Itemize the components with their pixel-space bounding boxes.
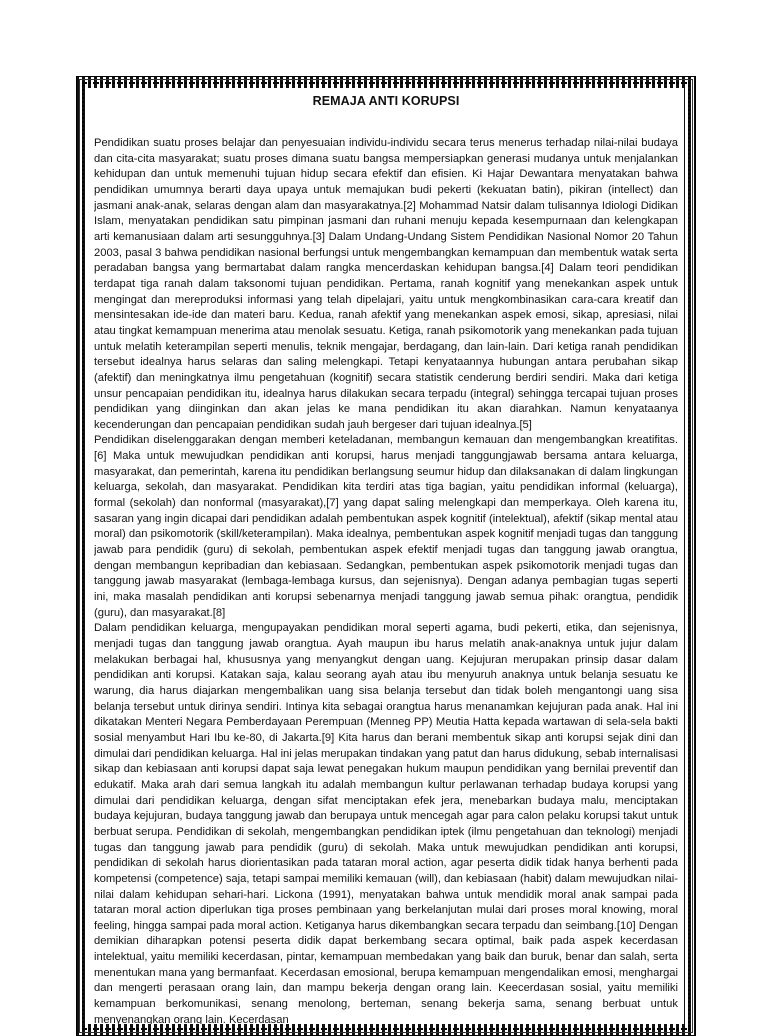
document-title: REMAJA ANTI KORUPSI [312,94,460,108]
paragraph: Dalam pendidikan keluarga, mengupayakan pendidikan moral seperti agama, budi pekerti, etika, dan sejenisnya, menjadi tugas dan tanggung jawab orangtua. Ayah maupun ibu harus melatih anak-anaknya untuk jujur dalam melakukan berbagai hal, khususnya yang menyangkut dengan uang. Kejujuran merupakan prinsip dasar dalam pendidikan anti korupsi. Katakan saja, kalau seorang ayah atau ibu menyuruh anaknya untuk belanja sesuatu ke warung, dia harus diajarkan mengembalikan uang sisa belanja tersebut dan tidak boleh mengantongi uang sisa belanja tersebut untuk dirinya sendiri. Intinya kita sebagai orangtua harus menanamkan kejujuran pada anak. Hal ini dikatakan Menteri Negara Pemberdayaan Perempuan (Menneg PP) Meutia Hatta kepada wartawan di sela-sela bakti sosial menyambut Hari Ibu ke-80, di Jakarta.[9] Kita harus dan berani membentuk sikap anti korupsi sejak dini dan dimulai dari pendidikan keluarga. Hal ini jelas merupakan tindakan yang patut dan harus didukung, sebab internalisasi sikap dan kebiasaan anti korupsi dapat saja lewat penegakan hukum maupun pendidikan yang bernilai preventif dan edukatif. Maka arah dari semua langkah itu adalah membangun kultur perlawanan terhadap budaya korupsi yang dimulai dari pendidikan keluarga, dengan sifat menciptakan efek jera, menebarkan budaya malu, menciptakan budaya kejujuran, budaya tanggung jawab dan berupaya untuk mencegah agar para calon pelaku korupsi takut untuk berbuat serupa. Pendidikan di sekolah, mengembangkan pendidikan iptek (ilmu pengetahuan dan teknologi) menjadi tugas dan tanggung jawab para pendidik (guru) di sekolah. Maka untuk mewujudkan pendidikan anti korupsi, pendidikan di sekolah harus diorientasikan pada tataran moral action, agar peserta didik tidak hanya berhenti pada kompetensi (competence) saja, tetapi sampai memiliki kemauan (will), dan kebiasaan (habit) dalam mewujudkan nilai-nilai dalam kehidupan sehari-hari. Lickona (1991), menyatakan bahwa untuk mendidik moral anak sampai pada tataran moral action diperlukan tiga proses pembinaan yang berkelanjutan mulai dari proses moral knowing, moral feeling, hingga sampai pada moral action. Ketiganya harus dikembangkan secara terpadu dan seimbang.[10] Dengan demikian diharapkan potensi peserta didik dapat berkembang secara optimal, baik pada aspek kecerdasan intelektual, yaitu memiliki kecerdasan, pintar, kemampuan membedakan yang baik dan buruk, benar dan salah, serta menentukan mana yang bermanfaat. Kecerdasan emosional, berupa kemampuan mengendalikan emosi, menghargai dan mengerti perasaan orang lain, dan mampu bekerja dengan orang lain. Keecerdasan sosial, yaitu memiliki kemampuan berkomunikasi, senang menolong, berteman, senang bekerja sama, senang berbuat untuk menyenangkan orang lain. Kecerdasan [94,622,678,1024]
paragraph: Pendidikan suatu proses belajar dan penyesuaian individu-individu secara terus menerus terhadap nilai-nilai budaya dan cita-cita masyarakat; suatu proses dimana suatu bangsa mempersiapkan generasi mudanya untuk menjalankan kehidupan dan untuk memenuhi tujuan hidup secara efektif dan efisien. Ki Hajar Dewantara menyatakan bahwa pendidikan umumnya berarti daya upaya untuk memajukan budi pekerti (kekuatan batin), pikiran (intellect) dan jasmani anak-anak, selaras dengan alam dan masyarakatnya.[2] Mohammad Natsir dalam tulisannya Idiologi Didikan Islam, menyatakan pendidikan satu pimpinan jasmani dan ruhani menuju kepada kesempurnaan dan kelengkapan arti kemanusiaan dalam arti sesungguhnya.[3] Dalam Undang-Undang Sistem Pendidikan Nasional Nomor 20 Tahun 2003, pasal 3 bahwa pendidikan nasional berfungsi untuk mengembangkan kemampuan dan membentuk watak serta peradaban bangsa yang bermartabat dalam rangka mencerdaskan kehidupan bangsa.[4] Dalam teori pendidikan terdapat tiga ranah dalam taksonomi tujuan pendidikan. Pertama, ranah kognitif yang menekankan aspek untuk mengingat dan mereproduksi informasi yang telah dipelajari, yaitu untuk mengkombinasikan cara-cara kreatif dan mensintesakan ide-ide dan materi baru. Kedua, ranah afektif yang menekankan aspek emosi, sikap, apresiasi, nilai atau tingkat kemampuan menerima atau menolak sesuatu. Ketiga, ranah psikomotorik yang menekankan pada tujuan untuk melatih keterampilan seperti menulis, teknik mengajar, berdagang, dan lain-lain. Dari ketiga ranah pendidikan tersebut idealnya harus selaras dan saling melengkapi. Tetapi kenyataannya hubungan antara perubahan sikap (afektif) dan meningkatnya ilmu pengetahuan (kognitif) secara statistik cenderung berdiri sendiri. Maka dari ketiga unsur pencapaian pendidikan itu, idealnya harus dilakukan secara terpadu (integral) sehingga tercapai tujuan proses pendidikan yang diinginkan dan akan jelas ke mana pendidikan itu akan diarahkan. Namun kenyataanya kecenderungan dan pencapaian pendidikan sudah jauh bergeser dari tujuan idealnya.[5] [94,137,678,431]
document-content [94,90,678,1024]
document-body [94,136,678,1024]
paragraph: Pendidikan diselenggarakan dengan memberi keteladanan, membangun kemauan dan mengembangkan kreatifitas.[6] Maka untuk mewujudkan pendidikan anti korupsi, harus menjadi tanggungjawab bersama antara keluarga, masyarakat, dan pemerintah, karena itu pendidikan berlangsung seumur hidup dan dilaksanakan di dalam lingkungan keluarga, sekolah, dan masyarakat. Pendidikan kita terdiri atas tiga bagian, yaitu pendidikan informal (keluarga), formal (sekolah) dan nonformal (masyarakat),[7] yang dapat saling melengkapi dan memperkaya. Oleh karena itu, sasaran yang ingin dicapai dari pendidikan adalah pembentukan aspek kognitif (intelektual), afektif (sikap mental atau moral) dan psikomotorik (skill/keterampilan). Maka idealnya, pembentukan aspek kognitif menjadi tugas dan tanggung jawab para pendidik (guru) di sekolah, pembentukan aspek efektif menjadi tugas dan tanggung jawab orangtua, dengan membangun kepribadian dan kebiasaan. Sedangkan, pembentukan aspek psikomotorik menjadi tugas dan tanggung jawab masyarakat (lembaga-lembaga kursus, dan sejenisnya). Dengan adanya pembagian tugas seperti ini, maka masalah pendidikan anti korupsi sebenarnya menjadi tanggung jawab semua pihak: orangtua, pendidik (guru), dan masyarakat.[8] [94,434,678,619]
